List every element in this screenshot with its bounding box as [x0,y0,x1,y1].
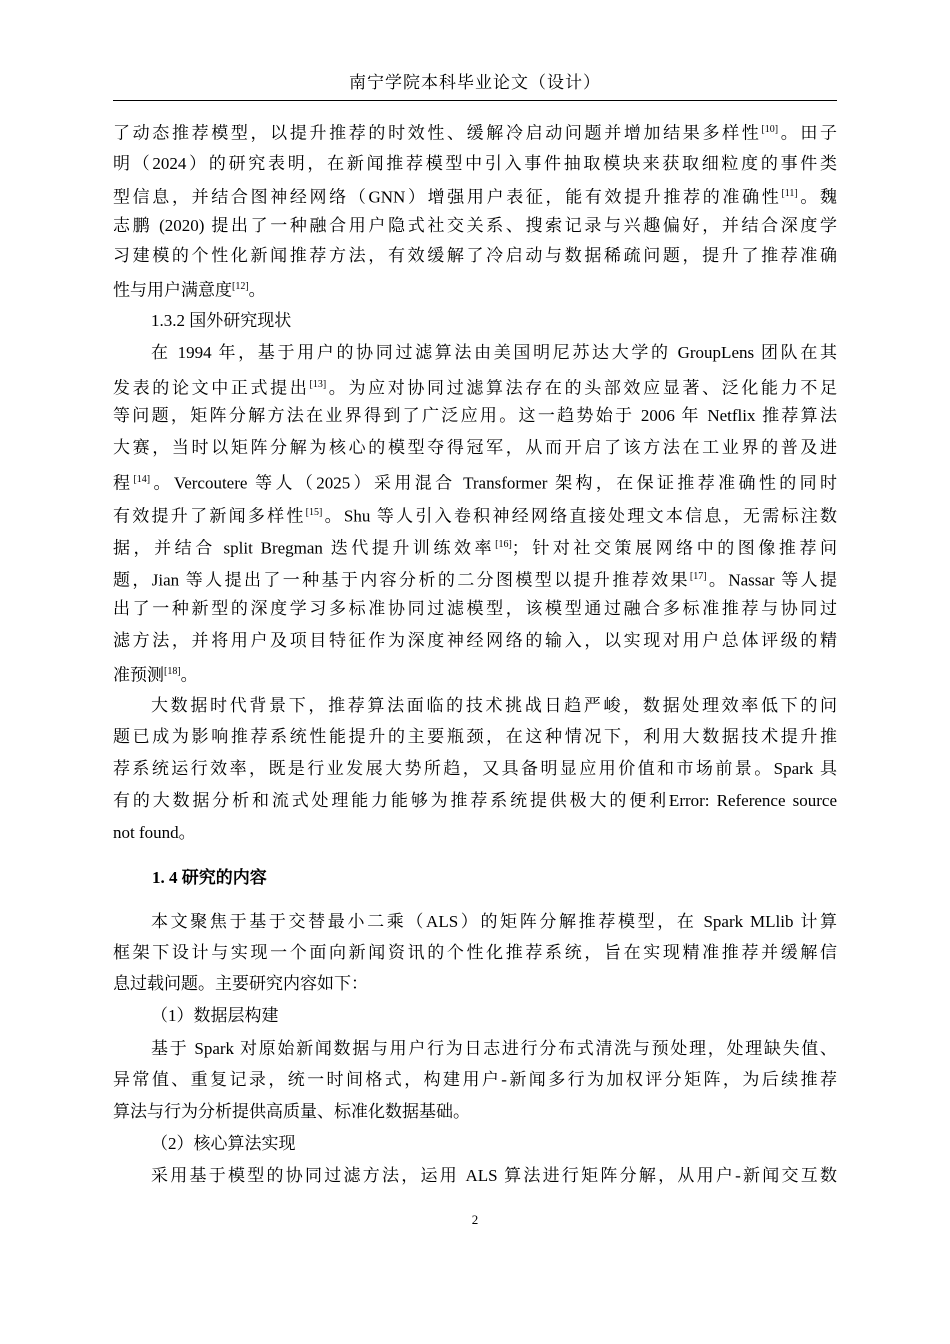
text-line: 发表的论文中正式提出[13]。为应对协同过滤算法存在的头部效应显著、泛化能力不足 [113,378,838,398]
text-line: 大赛，当时以矩阵分解为核心的模型夺得冠军，从而开启了该方法在工业界的普及进 [113,438,837,457]
text-line: not found。 [113,823,196,842]
text-line: 性与用户满意度[12]。 [113,280,266,300]
text-line: 明（2024）的研究表明，在新闻推荐模型中引入事件抽取模块来获取细粒度的事件类 [113,154,837,173]
citation-marker: [12] [232,281,249,292]
text-line: 据，并结合 split Bregman 迭代提升训练效率[16]；针对社交策展网络中的图像推荐问 [113,538,837,558]
citation-marker: [10] [761,124,779,135]
section-heading: 1. 4 研究的内容 [152,868,267,887]
text-line: 了动态推荐模型，以提升推荐的时效性、缓解冷启动问题并增加结果多样性[10]。田子 [113,123,838,143]
section-subheading: 1.3.2 国外研究现状 [151,311,292,330]
text-line: 异常值、重复记录，统一时间格式，构建用户-新闻多行为加权评分矩阵，为后续推荐 [113,1070,837,1089]
citation-marker: [11] [781,188,798,199]
text-line: 本文聚焦于基于交替最小二乘（ALS）的矩阵分解推荐模型，在 Spark MLlib 计算 [151,912,837,931]
text-line: 题，Jian 等人提出了一种基于内容分析的二分图模型以提升推荐效果[17]。Nassar 等人提 [113,570,837,590]
text-line: 在 1994 年，基于用户的协同过滤算法由美国明尼苏达大学的 GroupLens 团队在其 [151,343,837,362]
text-line: 框架下设计与实现一个面向新闻资讯的个性化推荐系统，旨在实现精准推荐并缓解信 [113,943,837,962]
text-line: 题已成为影响推荐系统性能提升的主要瓶颈，在这种情况下，利用大数据技术提升推 [113,727,837,746]
list-item-heading: （1）数据层构建 [151,1006,279,1025]
text-line: 算法与行为分析提供高质量、标准化数据基础。 [113,1102,470,1121]
text-line: 出了一种新型的深度学习多标准协同过滤模型，该模型通过融合多标准推荐与协同过 [113,599,837,618]
text-line: 有效提升了新闻多样性[15]。Shu 等人引入卷积神经网络直接处理文本信息，无需标注数 [113,506,837,526]
text-line: 采用基于模型的协同过滤方法，运用 ALS 算法进行矩阵分解，从用户-新闻交互数 [151,1166,837,1185]
citation-marker: [18] [164,666,181,677]
citation-marker: [15] [305,507,323,518]
citation-marker: [13] [309,379,327,390]
citation-marker: [17] [689,571,707,582]
text-line: 准预测[18]。 [113,665,198,685]
text-line: 型信息，并结合图神经网络（GNN）增强用户表征，能有效提升推荐的准确性[11]。魏 [113,187,837,207]
text-line: 等问题，矩阵分解方法在业界得到了广泛应用。这一趋势始于 2006 年 Netflix 推荐算法 [113,406,837,425]
text-line: 荐系统运行效率，既是行业发展大势所趋，又具备明显应用价值和市场前景。Spark 具 [113,759,837,778]
text-line: 大数据时代背景下，推荐算法面临的技术挑战日趋严峻，数据处理效率低下的问 [151,696,837,715]
running-header: 南宁学院本科毕业论文（设计） [349,73,601,92]
citation-marker: [16] [495,539,512,550]
text-line: 滤方法，并将用户及项目特征作为深度神经网络的输入，以实现对用户总体评级的精 [113,631,837,650]
header-rule [113,100,837,101]
text-line: 习建模的个性化新闻推荐方法，有效缓解了冷启动与数据稀疏问题，提升了推荐准确 [113,246,837,265]
text-line: 基于 Spark 对原始新闻数据与用户行为日志进行分布式清洗与预处理，处理缺失值、 [151,1039,837,1058]
text-line: 有的大数据分析和流式处理能力能够为推荐系统提供极大的便利Error: Reference source [113,791,837,810]
text-line: 志鹏 (2020) 提出了一种融合用户隐式社交关系、搜索记录与兴趣偏好，并结合深度学 [113,216,837,235]
page-number: 2 [471,1212,479,1227]
text-line: 息过载问题。主要研究内容如下： [113,974,368,993]
citation-marker: [14] [133,474,151,485]
list-item-heading: （2）核心算法实现 [151,1134,296,1153]
text-line: 程[14]。Vercoutere 等人（2025）采用混合 Transformer 架构，在保证推荐准确性的同时 [113,473,838,493]
